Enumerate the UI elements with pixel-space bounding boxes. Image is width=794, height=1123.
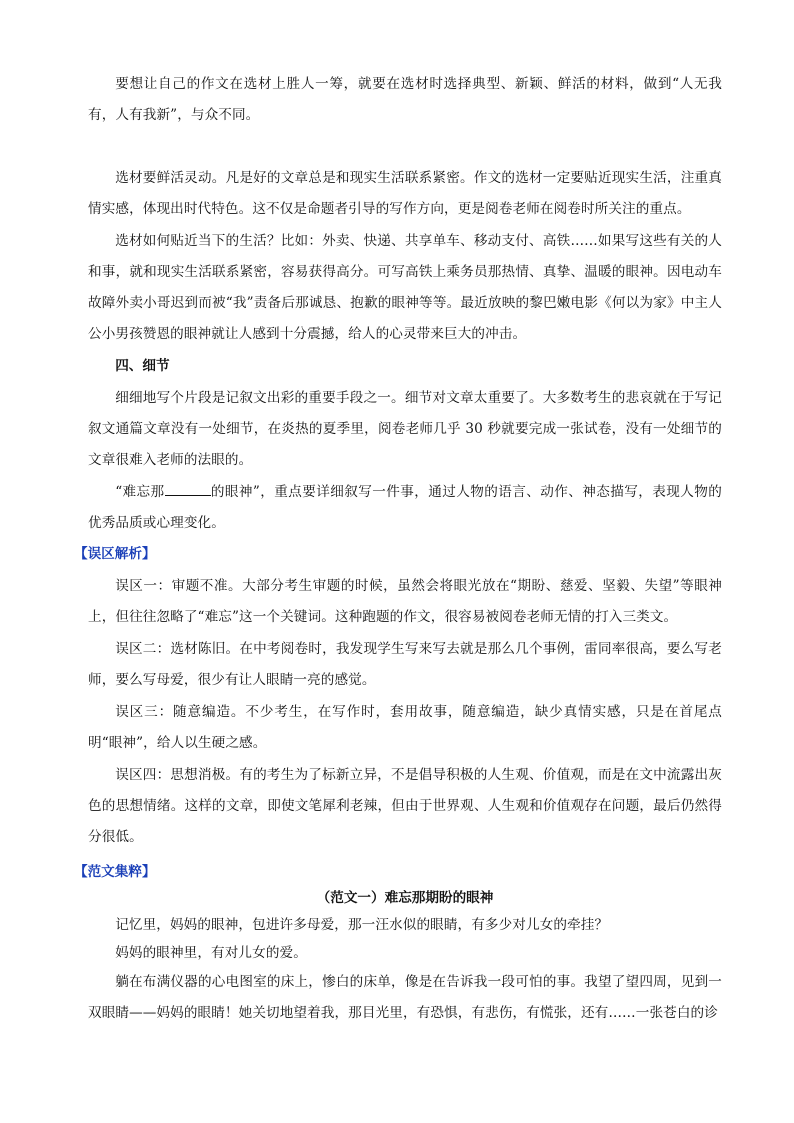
paragraph-misread-2: 误区二：选材陈旧。在中考阅卷时，我发现学生写来写去就是那么几个事例，雷同率很高，要么写老师，要么写母爱，很少有让人眼睛一亮的感觉。 bbox=[88, 641, 722, 688]
fill-in-suffix: 的眼神”，重点要详细叙写一件事，通过人物的语言、动作、神态描写，表现人物的优秀品质或心理变化。 bbox=[88, 484, 722, 531]
paragraph-misread-3: 误区三：随意编造。不少考生，在写作时，套用故事，随意编造，缺少真情实感，只是在首尾点明“眼神”，给人以生硬之感。 bbox=[88, 704, 722, 751]
sample-paragraph-2: 妈妈的眼神里，有对儿女的爱。 bbox=[115, 945, 307, 961]
paragraph-vivid-material: 选材要鲜活灵动。凡是好的文章总是和现实生活联系紧密。作文的选材一定要贴近现实生活，注重真情实感，体现出时代特色。这不仅是命题者引导的写作方向，更是阅卷老师在阅卷时所关注的重点。 bbox=[88, 170, 722, 217]
fill-in-blank bbox=[165, 483, 211, 496]
section-title-sample: 【范文集粹】 bbox=[74, 864, 156, 880]
section-title-misread: 【误区解析】 bbox=[74, 546, 156, 562]
paragraph-unforgettable-eyes bbox=[88, 477, 722, 539]
fill-in-prefix: “难忘那 bbox=[115, 484, 165, 500]
heading-detail: 四、细节 bbox=[115, 358, 170, 374]
sample-paragraph-3: 躺在布满仪器的心电图室的床上，惨白的床单，像是在告诉我一段可怕的事。我望了望四周，见到一双眼睛——妈妈的眼睛！她关切地望着我，那目光里，有恐惧，有悲伤，有慌张，还有……一张苍白的诊 bbox=[88, 974, 722, 1021]
paragraph-detail: 细细地写个片段是记叙文出彩的重要手段之一。细节对文章太重要了。大多数考生的悲哀就在于写记叙文通篇文章没有一处细节，在炎热的夏季里，阅卷老师几乎 30 秒就要完成一张试卷，没有一处细节的文章很难入老师的法眼的。 bbox=[88, 390, 722, 468]
sample-essay-title: （范文一）难忘那期盼的眼神 bbox=[316, 890, 494, 906]
paragraph-close-to-life: 选材如何贴近当下的生活？比如：外卖、快递、共享单车、移动支付、高铁……如果写这些有关的人和事，就和现实生活联系紧密，容易获得高分。可写高铁上乘务员那热情、真挚、温暖的眼神。因电动车故障外卖小哥迟到而被“我”责备后那诚恳、抱歉的眼神等等。最近放映的黎巴嫩电影《何以为家》中主人公小男孩赞恩的眼神就让人感到十分震撼，给人的心灵带来巨大的冲击。 bbox=[88, 233, 722, 342]
sample-paragraph-1: 记忆里，妈妈的眼神，包进许多母爱，那一汪水似的眼睛，有多少对儿女的牵挂？ bbox=[115, 917, 609, 933]
paragraph-misread-1: 误区一：审题不准。大部分考生审题的时候，虽然会将眼光放在“期盼、慈爱、坚毅、失望”等眼神上，但往往忽略了“难忘”这一个关键词。这种跑题的作文，很容易被阅卷老师无情的打入三类文。 bbox=[88, 578, 722, 625]
paragraph-material-selection: 要想让自己的作文在选材上胜人一筹，就要在选材时选择典型、新颖、鲜活的材料，做到“人无我有，人有我新”，与众不同。 bbox=[88, 76, 722, 123]
paragraph-misread-4: 误区四：思想消极。有的考生为了标新立异，不是倡导积极的人生观、价值观，而是在文中流露出灰色的思想情绪。这样的文章，即使文笔犀利老辣，但由于世界观、人生观和价值观存在问题，最后仍然得分很低。 bbox=[88, 767, 722, 845]
